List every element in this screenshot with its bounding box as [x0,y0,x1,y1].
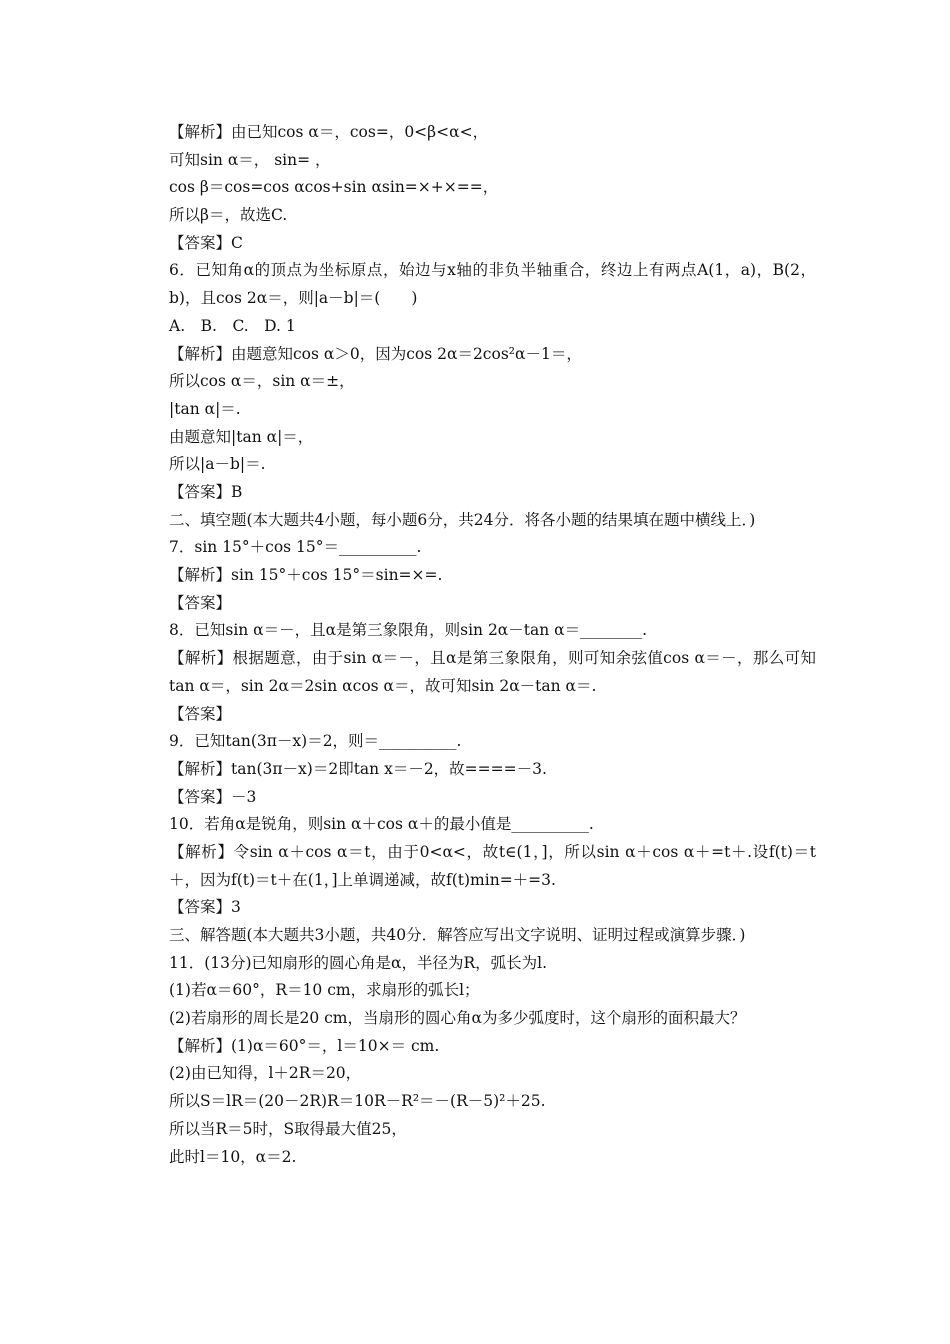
text-line: 此时l＝10，α＝2. [169,1147,297,1166]
text-line: 【解析】sin 15°＋cos 15°＝sin=×=. [169,566,443,585]
text-line: 7．sin 15°＋cos 15°＝__________. [169,538,422,557]
text-line: 8．已知sin α＝－，且α是第三象限角，则sin 2α－tan α＝________. [169,621,648,640]
text-line: 6．已知角α的顶点为坐标原点，始边与x轴的非负半轴重合，终边上有两点A(1，a)，B(2，b)，且cos 2α＝，则|a－b|＝( ) [169,261,816,308]
text-line: A. B. C. D. 1 [169,316,296,335]
text-line: 二、填空题(本大题共4小题，每小题6分，共24分．将各小题的结果填在题中横线上．) [169,510,756,529]
text-line: 所以当R＝5时，S取得最大值25， [169,1119,407,1138]
document-page [136,119,816,1171]
text-line: 11．(13分)已知扇形的圆心角是α，半径为R，弧长为l. [169,953,548,972]
text-line: 【解析】(1)α＝60°＝，l＝10×＝ cm. [169,1036,440,1055]
text-line: (1)若α＝60°，R＝10 cm，求扇形的弧长l； [169,981,480,1000]
text-line: 【解析】令sin α＋cos α＝t，由于0<α<，故t∈(1，]，所以sin α＋cos α＋=t＋.设f(t)＝t＋，因为f(t)＝t＋在(1，]上单调递减，故f(t)min=＋=3. [169,842,816,889]
text-line: 所以S＝lR＝(20－2R)R＝10R－R²＝－(R－5)²＋25. [169,1092,546,1111]
text-line: |tan α|＝. [169,399,241,418]
text-line: 【解析】tan(3π－x)＝2即tan x＝－2，故====－3. [169,759,547,778]
text-line: 【答案】－3 [169,787,257,806]
text-line: 【答案】B [169,482,243,501]
text-line: 可知sin α＝， sin= ， [169,150,331,169]
text-line: 所以cos α＝，sin α＝±， [169,372,355,391]
text-line: 【答案】3 [169,898,241,917]
text-line: 【解析】根据题意，由于sin α＝－，且α是第三象限角，则可知余弦值cos α＝－，那么可知tan α＝，sin 2α＝2sin αcos α＝，故可知sin 2α－tan α＝. [169,649,816,695]
text-line: (2)由已知得，l＋2R＝20， [169,1064,362,1083]
text-line: 【答案】C [169,233,243,252]
text-line: 三、解答题(本大题共3小题，共40分．解答应写出文字说明、证明过程或演算步骤．) [169,926,746,945]
text-line: 所以β＝，故选C. [169,206,288,225]
text-line: 【解析】由已知cos α＝，cos=，0<β<α<， [169,123,489,141]
text-line: (2)若扇形的周长是20 cm，当扇形的圆心角α为多少弧度时，这个扇形的面积最大？ [169,1009,746,1028]
text-line: 由题意知|tan α|＝， [169,427,314,446]
text-line: 9．已知tan(3π－x)＝2，则＝__________. [169,732,462,751]
text-line: 所以|a－b|＝. [169,455,266,474]
text-line: 10．若角α是锐角，则sin α＋cos α＋的最小值是__________. [169,815,594,834]
text-line: 【答案】 [169,593,232,612]
text-line: 【解析】由题意知cos α＞0，因为cos 2α＝2cos²α－1＝， [169,344,582,363]
text-line: cos β＝cos=cos αcos+sin αsin=×+×==， [169,178,499,197]
text-line: 【答案】 [169,704,232,723]
